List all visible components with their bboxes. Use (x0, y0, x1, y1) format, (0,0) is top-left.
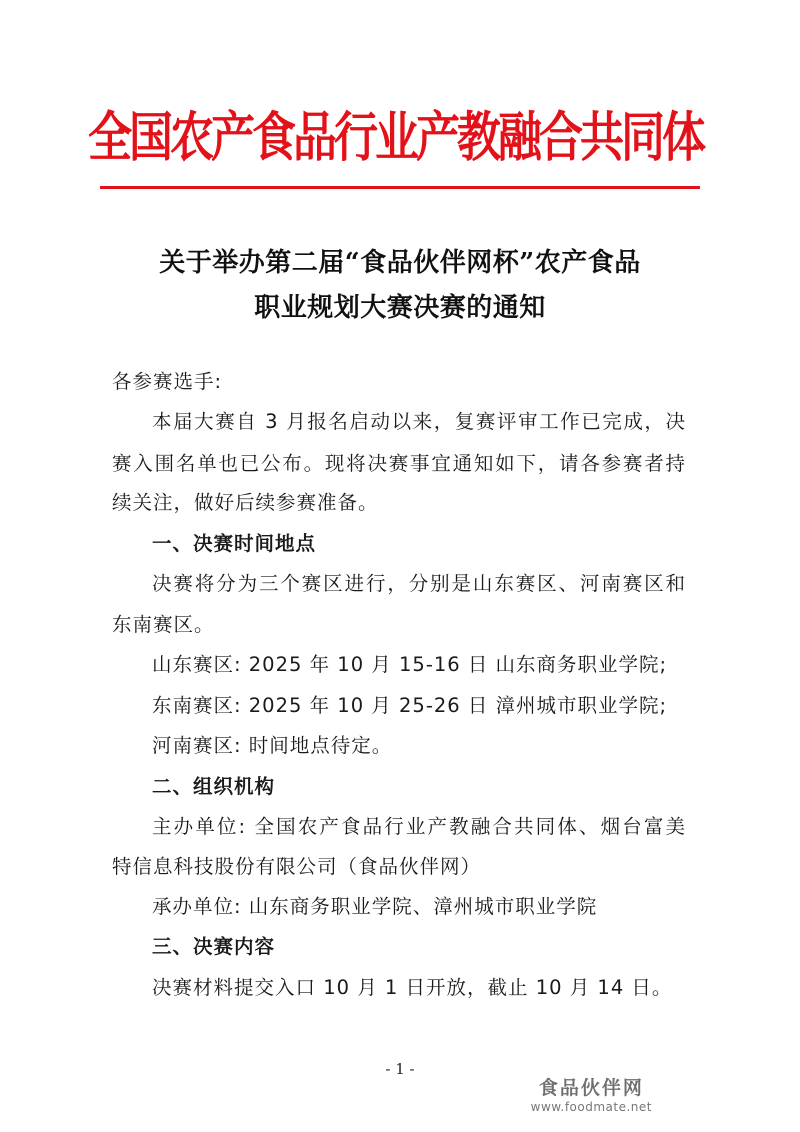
section-1-paragraph-line-1: 决赛将分为三个赛区进行，分别是山东赛区、河南赛区和 (152, 572, 686, 595)
intro-paragraph-line-1: 本届大赛自 3 月报名启动以来，复赛评审工作已完成，决 (152, 410, 686, 433)
document-title-line-1: 关于举办第二届“食品伙伴网杯”农产食品 (159, 248, 641, 278)
salutation: 各参赛选手: (112, 370, 223, 393)
header-divider (100, 186, 700, 189)
watermark (531, 1076, 652, 1114)
section-1-paragraph-line-2: 东南赛区。 (112, 613, 215, 636)
watermark-url: www.foodmate.net (530, 1100, 652, 1114)
shandong-division: 山东赛区: 2025 年 10 月 15-16 日 山东商务职业学院; (152, 653, 668, 676)
section-3-heading: 三、决赛内容 (152, 935, 276, 958)
page-number: - 1 - (385, 1060, 415, 1078)
section-2-heading: 二、组织机构 (152, 775, 276, 798)
organizer-units: 承办单位: 山东商务职业学院、漳州城市职业学院 (152, 895, 598, 918)
section-3-paragraph: 决赛材料提交入口 10 月 1 日开放，截止 10 月 14 日。 (152, 976, 673, 999)
henan-division: 河南赛区: 时间地点待定。 (152, 734, 393, 757)
host-units-line-1: 主办单位: 全国农产食品行业产教融合共同体、烟台富美 (152, 815, 686, 838)
dongnan-division: 东南赛区: 2025 年 10 月 25-26 日 漳州城市职业学院; (152, 694, 668, 717)
intro-paragraph-line-2: 赛入围名单也已公布。现将决赛事宜通知如下，请各参赛者持 (112, 452, 686, 475)
watermark-name: 食品伙伴网 (538, 1077, 644, 1099)
organization-header: 全国农产食品行业产教融合共同体 (88, 106, 703, 170)
section-1-heading: 一、决赛时间地点 (152, 532, 317, 555)
document-title-line-2: 职业规划大赛决赛的通知 (254, 293, 546, 323)
intro-paragraph-line-3: 续关注，做好后续参赛准备。 (112, 491, 379, 514)
host-units-line-2: 特信息科技股份有限公司（食品伙伴网） (112, 855, 482, 878)
